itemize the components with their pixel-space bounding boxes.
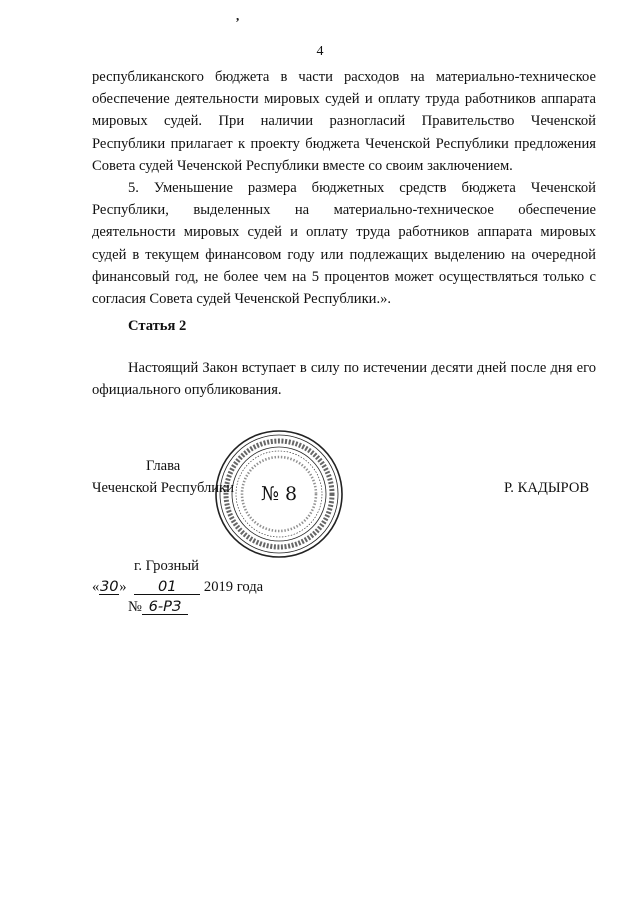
date-open-quote: «	[92, 579, 100, 595]
paragraph-continuation: республиканского бюджета в части расходов на материально-техническое обеспечение деятельности мировых судей и оплату труда работников аппарата мировых судей. При наличии разногласий Правительство Чеченской Республики прилагает к проекту бюджета Чеченской Республики предложения Совета судей Чеченской Республики вместе со своим заключением.	[92, 69, 596, 174]
date-close-quote: »	[119, 579, 127, 595]
date-day-handwritten: 30	[100, 578, 119, 595]
law-number	[128, 599, 188, 616]
signature-name: Р. КАДЫРОВ	[504, 480, 590, 496]
paragraph-item-5: 5. Уменьшение размера бюджетных средств бюджета Чеченской Республики, выделенных на материально-техническое обеспечение деятельности мировых судей и оплату труда работников аппарата мировых судей в текущем финансовом году или подлежащих выделению на очередной финансовый год, не более чем на 5 процентов может осуществляться только с согласия Совета судей Чеченской Республики.».	[92, 180, 596, 308]
page-mark: ,	[236, 8, 240, 23]
issue-date	[92, 579, 263, 596]
issue-city: г. Грозный	[134, 558, 199, 574]
law-number-handwritten: 6-РЗ	[142, 599, 188, 615]
date-year: 2019 года	[203, 579, 264, 595]
article-heading: Статья 2	[128, 318, 187, 334]
date-month-handwritten: 01	[134, 579, 200, 595]
stamp-number: № 8	[260, 483, 298, 505]
law-number-prefix: №	[128, 599, 142, 615]
page-number: 4	[316, 44, 324, 59]
body-text	[92, 66, 596, 310]
article-text: Настоящий Закон вступает в силу по истечении десяти дней после дня его официального опубликования.	[92, 360, 596, 399]
signature-title-line1: Глава	[146, 458, 181, 474]
signature-title-line2: Чеченской Республики	[92, 480, 235, 496]
